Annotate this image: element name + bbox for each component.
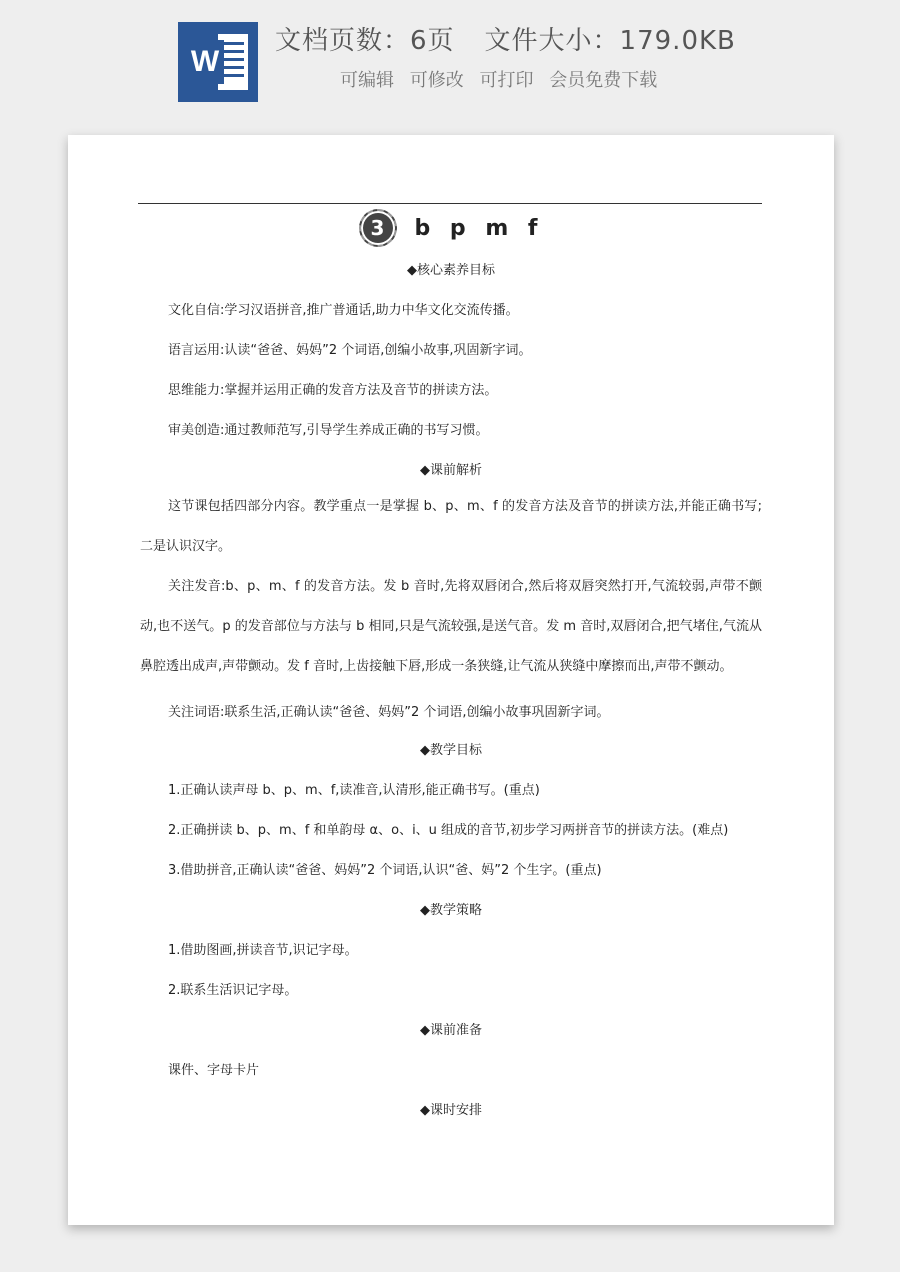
heading-core-goals: ◆核心素养目标: [407, 263, 495, 278]
core-goal-item: 思维能力:掌握并运用正确的发音方法及音节的拼读方法。: [168, 383, 498, 398]
page-count: 文档页数：6页: [275, 26, 455, 56]
file-size: 文件大小：179.0KB: [484, 26, 736, 56]
lesson-name: b p m f: [414, 215, 544, 241]
preparation-text: 课件、字母卡片: [168, 1063, 260, 1078]
teaching-goal-item: 3.借助拼音,正确认读“爸爸、妈妈”2 个词语,认识“爸、妈”2 个生字。(重点): [168, 863, 602, 878]
header-rule: [138, 203, 762, 204]
tag-printable: 可打印: [479, 70, 534, 91]
tag-member-free-download: 会员免费下载: [549, 70, 658, 91]
teaching-goal-item: 1.正确认读声母 b、p、m、f,读准音,认清形,能正确书写。(重点): [168, 783, 540, 798]
file-info: [275, 20, 736, 57]
tag-modifiable: 可修改: [409, 70, 464, 91]
heading-preparation: ◆课前准备: [420, 1023, 482, 1038]
analysis-paragraph: 关注词语:联系生活,正确认读“爸爸、妈妈”2 个词语,创编小故事巩固新字词。: [168, 705, 610, 720]
core-goal-item: 文化自信:学习汉语拼音,推广普通话,助力中华文化交流传播。: [168, 303, 519, 318]
core-goal-item: 语言运用:认读“爸爸、妈妈”2 个词语,创编小故事,巩固新字词。: [168, 343, 532, 358]
tag-editable: 可编辑: [340, 70, 394, 91]
strategy-item: 1.借助图画,拼读音节,识记字母。: [168, 943, 358, 958]
analysis-paragraph: 关注发音:b、p、m、f 的发音方法。发 b 音时,先将双唇闭合,然后将双唇突然打开,气流较弱,声带不颤动,也不送气。p 的发音部位与方法与 b 相同,只是气流较强,是送气音。发 m 音时,双唇闭合,把气堵住,气流从鼻腔透出成声,声带颤动。发 f 音时,上齿接触下唇,形成一条狭缝,让气流从狭缝中摩擦而出,声带不颤动。: [140, 579, 762, 674]
heading-teaching-goals: ◆教学目标: [420, 743, 482, 758]
strategy-item: 2.联系生活识记字母。: [168, 983, 298, 998]
heading-strategy: ◆教学策略: [420, 903, 482, 918]
download-banner: [0, 0, 900, 125]
document-page: [68, 135, 834, 1225]
lesson-number-badge: 3: [359, 209, 397, 247]
teaching-goal-item: 2.正确拼读 b、p、m、f 和单韵母 α、o、i、u 组成的音节,初步学习两拼音节的拼读方法。(难点): [168, 823, 729, 838]
lesson-title: [68, 209, 834, 251]
word-logo-letter: W: [186, 40, 224, 84]
word-document-icon: [178, 22, 258, 102]
core-goal-item: 审美创造:通过教师范写,引导学生养成正确的书写习惯。: [168, 423, 489, 438]
heading-schedule: ◆课时安排: [420, 1103, 482, 1118]
feature-tags: [340, 66, 657, 92]
analysis-paragraph: 这节课包括四部分内容。教学重点一是掌握 b、p、m、f 的发音方法及音节的拼读方法,并能正确书写;二是认识汉字。: [140, 499, 762, 554]
heading-pre-analysis: ◆课前解析: [420, 463, 482, 478]
